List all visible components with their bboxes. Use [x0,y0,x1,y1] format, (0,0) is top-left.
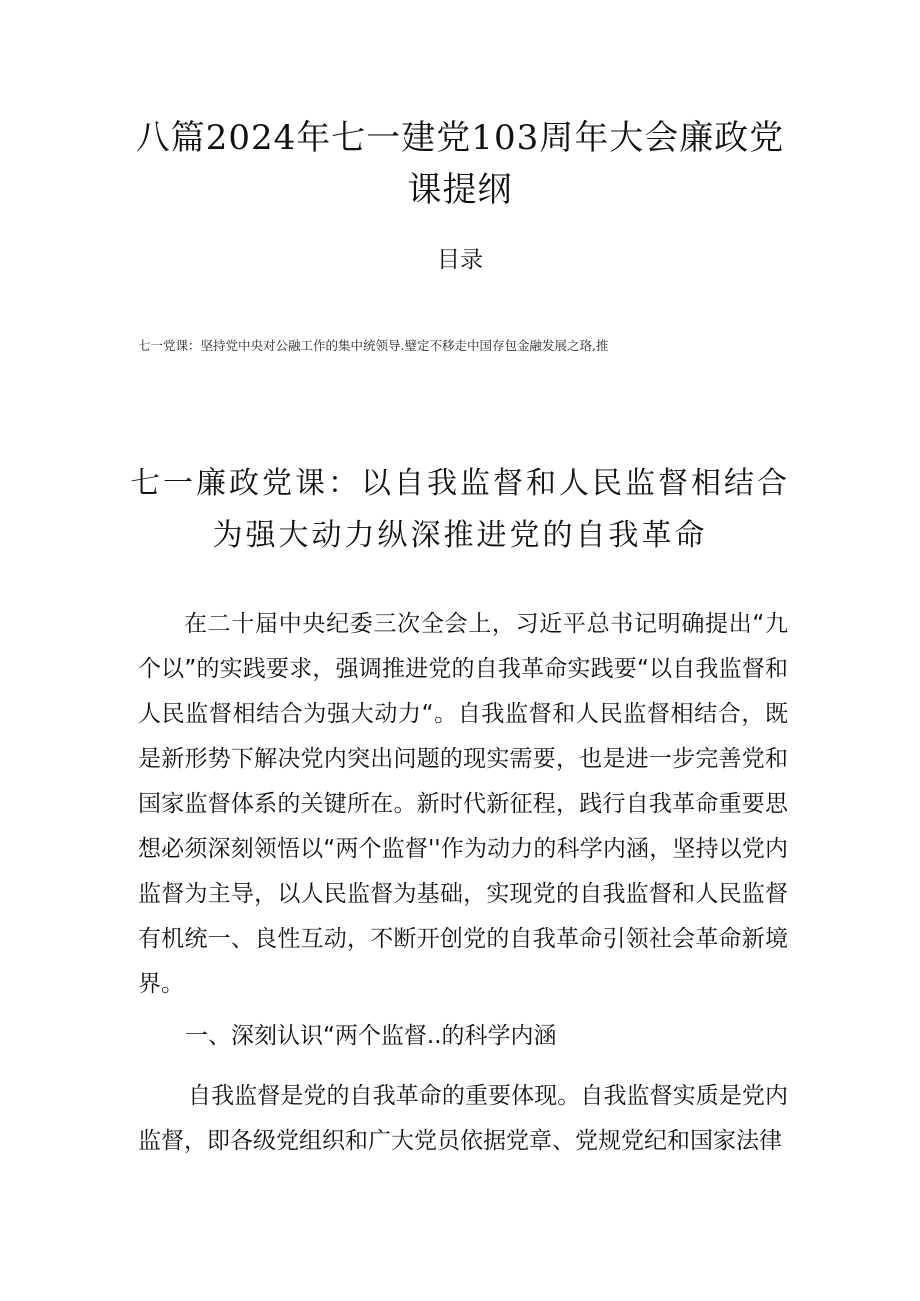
toc-entry[interactable]: 七一党课：坚持党中央对公融工作的集中统领导.璧定不移走中国存包金融发展之珞,推 [138,338,609,353]
subheading: 一、深刻认识“两个监督..的科学内涵 [185,1023,557,1049]
section-title: 七一廉政党课：以自我监督和人民监督相结合为强大动力纵深推进党的自我革命 [130,466,790,553]
toc-heading: 目录 [437,247,483,273]
body-paragraph: 在二十届中央纪委三次全会上，习近平总书记明确提出“九个以”的实践要求，强调推进党的自我革命实践要“以自我监督和人民监督相结合为强大动力“。自我监督和人民监督相结合，既是新形势下解决党内突出问题的现实需要，也是进一步完善党和国家监督体系的关键所在。新时代新征程，践行自我革命重要思想必须深刻领悟以“两个监督''作为动力的科学内涵，坚持以党内监督为主导，以人民监督为基础，实现党的自我监督和人民监督有机统一、良性互动，不断开创党的自我革命引领社会革命新境界。 [138,611,788,997]
document-title: 八篇2024年七一建党103周年大会廉政党课提纲 [135,118,785,210]
body-paragraph: 自我监督是党的自我革命的重要体现。自我监督实质是党内监督，即各级党组织和广大党员依据党章、党规党纪和国家法律 [138,1083,788,1154]
